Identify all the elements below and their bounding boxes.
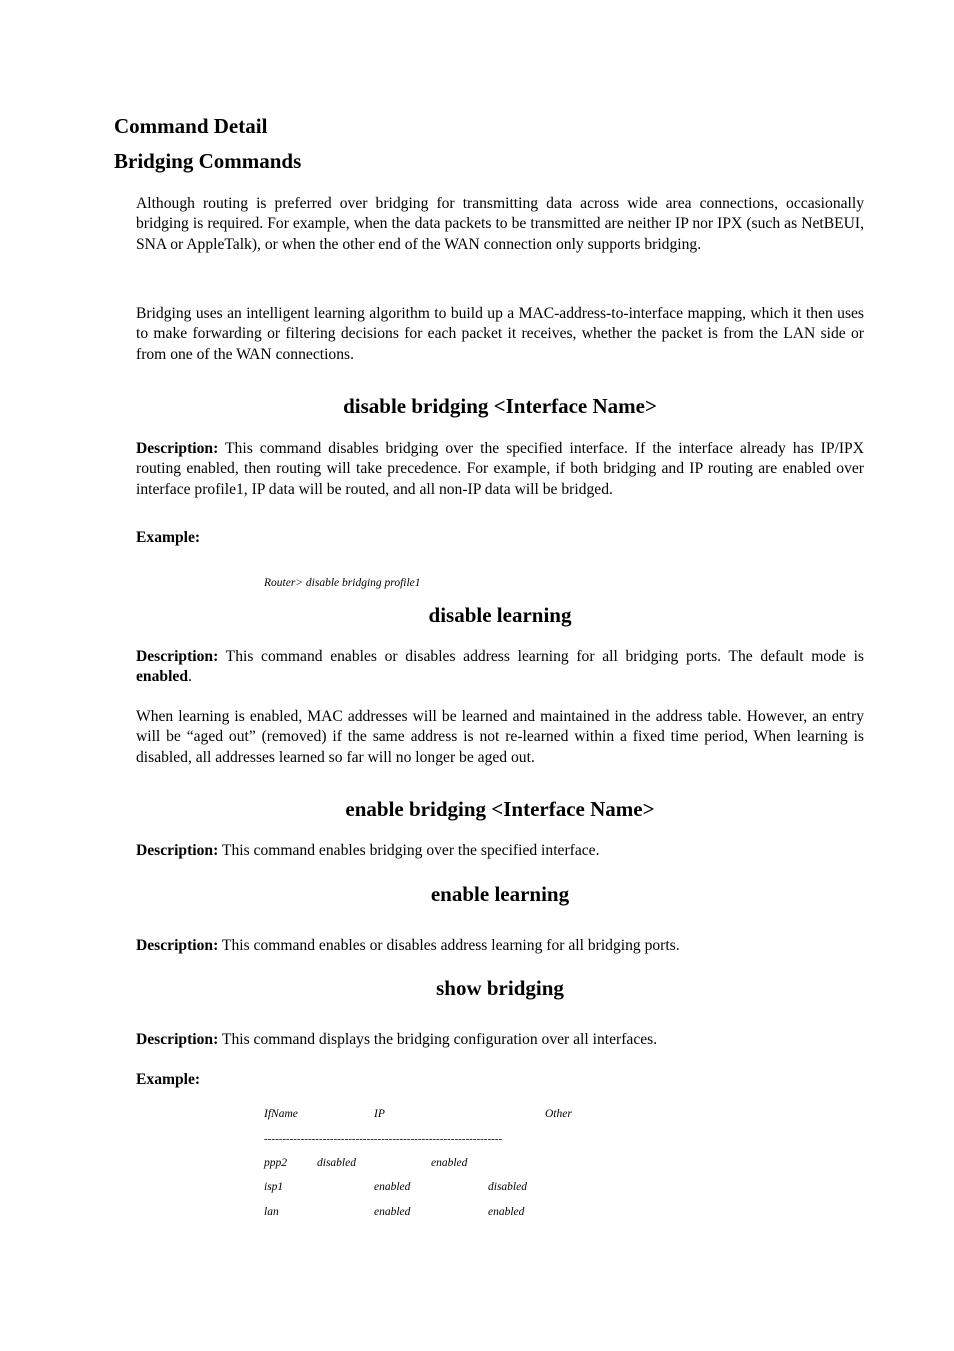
disable-bridging-description — [136, 439, 864, 500]
table-cell: ppp2 — [264, 1157, 287, 1169]
disable-learning-description — [136, 647, 864, 688]
disable-bridging-heading: disable bridging <Interface Name> — [343, 394, 657, 418]
table-cell: lan — [264, 1206, 279, 1218]
show-bridging-description — [136, 1030, 864, 1050]
table-cell: enabled — [488, 1206, 525, 1218]
description-text: This command enables or disables address learning for all bridging ports. — [218, 937, 680, 954]
example-label: Example: — [136, 1071, 201, 1088]
table-cell: disabled — [488, 1181, 527, 1193]
enable-bridging-description — [136, 841, 864, 861]
enable-learning-description — [136, 936, 864, 956]
table-divider: ----------------------------------------------------------------- — [264, 1133, 503, 1145]
table-header-ip: IP — [374, 1108, 385, 1120]
description-end: . — [188, 668, 192, 686]
enable-learning-heading: enable learning — [430, 882, 570, 906]
disable-learning-heading: disable learning — [428, 603, 572, 627]
description-label: Description: — [136, 937, 219, 954]
table-header-ifname: IfName — [264, 1108, 298, 1120]
intro-paragraph-2: Bridging uses an intelligent learning algorithm to build up a MAC-address-to-interface mapping, which it then uses to make forwarding or filtering decisions for each packet it receives, whether the packet is from the LAN side or from one of the WAN connections. — [136, 305, 864, 363]
table-header-other: Other — [545, 1108, 572, 1120]
intro-paragraph-1: Although routing is preferred over bridging for transmitting data across wide area connections, occasionally bridging is required. For example, when the data packets to be transmitted are neither IP nor IPX (such as NetBEUI, SNA or AppleTalk), or when the other end of the WAN connection only supports bridging. — [136, 195, 864, 253]
example-code: Router> disable bridging profile1 — [264, 577, 421, 589]
description-text: This command displays the bridging configuration over all interfaces. — [218, 1031, 658, 1048]
section-title: Command Detail — [114, 114, 268, 138]
disable-learning-paragraph: When learning is enabled, MAC addresses will be learned and maintained in the address table. However, an entry will be “aged out” (removed) if the same address is not re-learned within a fixed time period, When learning is disabled, all addresses learned so far will no longer be aged out. — [136, 708, 864, 766]
table-cell: enabled — [431, 1157, 468, 1169]
show-bridging-heading: show bridging — [436, 976, 564, 1000]
description-label: Description: — [136, 648, 219, 665]
description-text: This command enables bridging over the specified interface. — [218, 842, 600, 859]
description-label: Description: — [136, 842, 219, 859]
description-label: Description: — [136, 1031, 219, 1048]
default-mode-value: enabled — [136, 668, 188, 686]
example-label: Example: — [136, 529, 201, 546]
table-cell: enabled — [374, 1181, 411, 1193]
table-cell: isp1 — [264, 1181, 284, 1193]
subsection-title: Bridging Commands — [114, 149, 302, 173]
table-cell: enabled — [374, 1206, 411, 1218]
enable-bridging-heading: enable bridging <Interface Name> — [345, 797, 655, 821]
table-cell: disabled — [317, 1157, 356, 1169]
description-label: Description: — [136, 440, 219, 457]
description-text: This command disables bridging over the specified interface. If the interface already has IP/IPX routing enabled, then routing will take precedence. For example, if both bridging and IP routing are enabled over interface profile1, IP data will be routed, and all non-IP data will be bridged. — [136, 440, 864, 498]
description-text: This command enables or disables address learning for all bridging ports. The default mode is — [218, 648, 864, 665]
